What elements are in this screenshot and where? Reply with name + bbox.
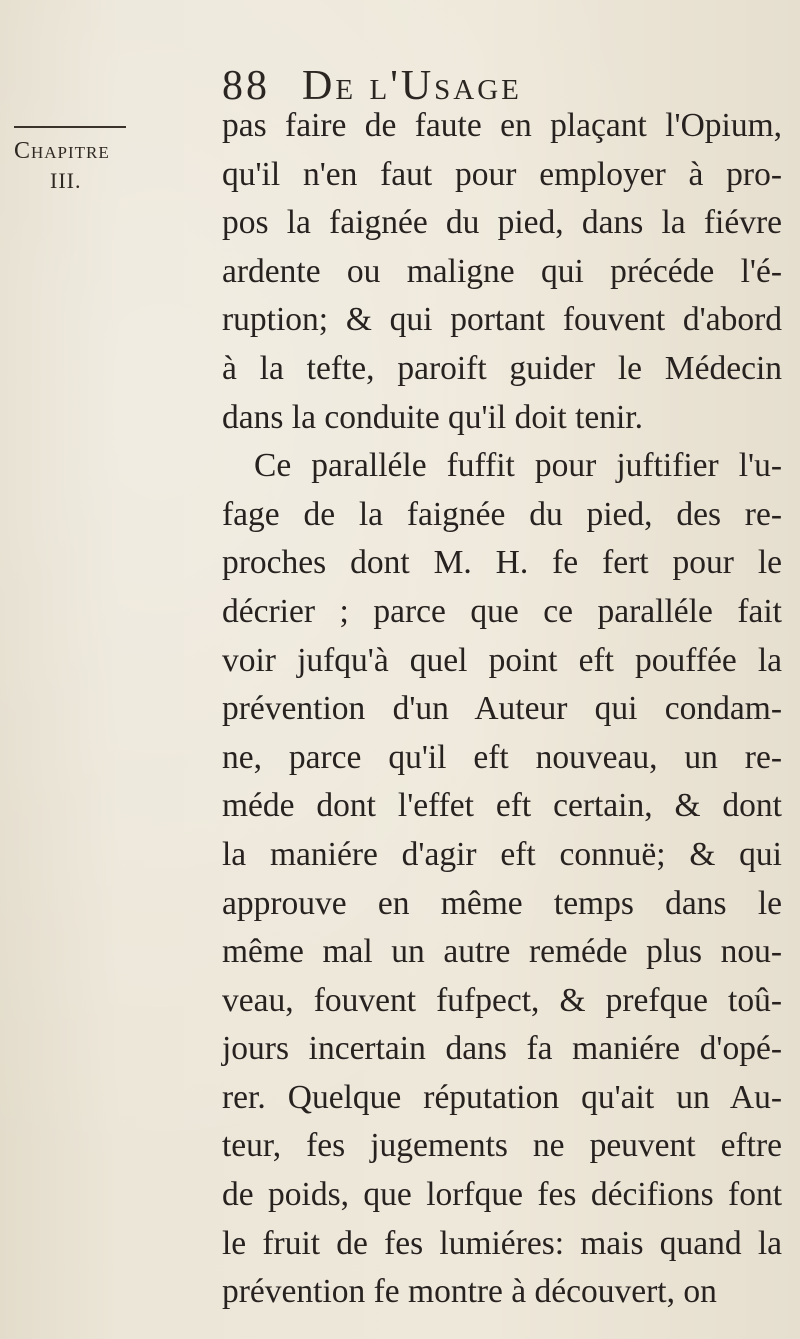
text-line: dans la conduite qu'il doit tenir. <box>222 398 643 436</box>
margin-rule <box>14 126 126 128</box>
text-line: rer. Quelque réputation qu'ait un Au- <box>222 1078 782 1116</box>
text-line: de poids, que lorfque fes décifions font <box>222 1176 782 1214</box>
text-line: méde dont l'effet eft certain, & dont <box>222 787 782 825</box>
text-line: prévention fe montre à découvert, on <box>222 1273 717 1311</box>
text-line: même mal un autre reméde plus nou- <box>222 933 782 971</box>
running-title: De l'Usage <box>302 63 522 109</box>
text-line: ne, parce qu'il eft nouveau, un re- <box>222 738 782 776</box>
text-line: voir jufqu'à quel point eft pouffée la <box>222 641 782 679</box>
text-line: à la tefte, paroift guider le Médecin <box>222 349 782 387</box>
chapter-margin-note <box>14 136 144 196</box>
text-line: jours incertain dans fa maniére d'opé- <box>222 1030 782 1068</box>
text-line: ruption; & qui portant fouvent d'abord <box>222 301 782 339</box>
text-line: proches dont M. H. fe fert pour le <box>222 544 782 582</box>
text-line: décrier ; parce que ce paralléle fait <box>222 592 782 630</box>
text-line: approuve en même temps dans le <box>222 884 782 922</box>
chapter-number: III. <box>50 168 82 193</box>
text-line: pos la faignée du pied, dans la fiévre <box>222 204 782 242</box>
text-line: ardente ou maligne qui précéde l'é- <box>222 252 782 290</box>
text-line: prévention d'un Auteur qui condam- <box>222 690 782 728</box>
text-line: la maniére d'agir eft connuë; & qui <box>222 835 782 873</box>
page-number: 88 <box>222 63 270 109</box>
text-line: pas faire de faute en plaçant l'Opium, <box>222 107 782 144</box>
chapter-label: Chapitre <box>14 138 110 164</box>
text-line: teur, fes jugements ne peuvent eftre <box>222 1127 782 1165</box>
body-text <box>222 102 782 1317</box>
text-line: le fruit de fes lumiéres: mais quand la <box>222 1224 782 1262</box>
text-line: Ce paralléle fuffit pour juftifier l'u- <box>254 447 782 485</box>
text-line: fage de la faignée du pied, des re- <box>222 495 782 533</box>
text-line: qu'il n'en faut pour employer à pro- <box>222 155 782 193</box>
text-line: veau, fouvent fufpect, & prefque toû- <box>222 981 782 1019</box>
